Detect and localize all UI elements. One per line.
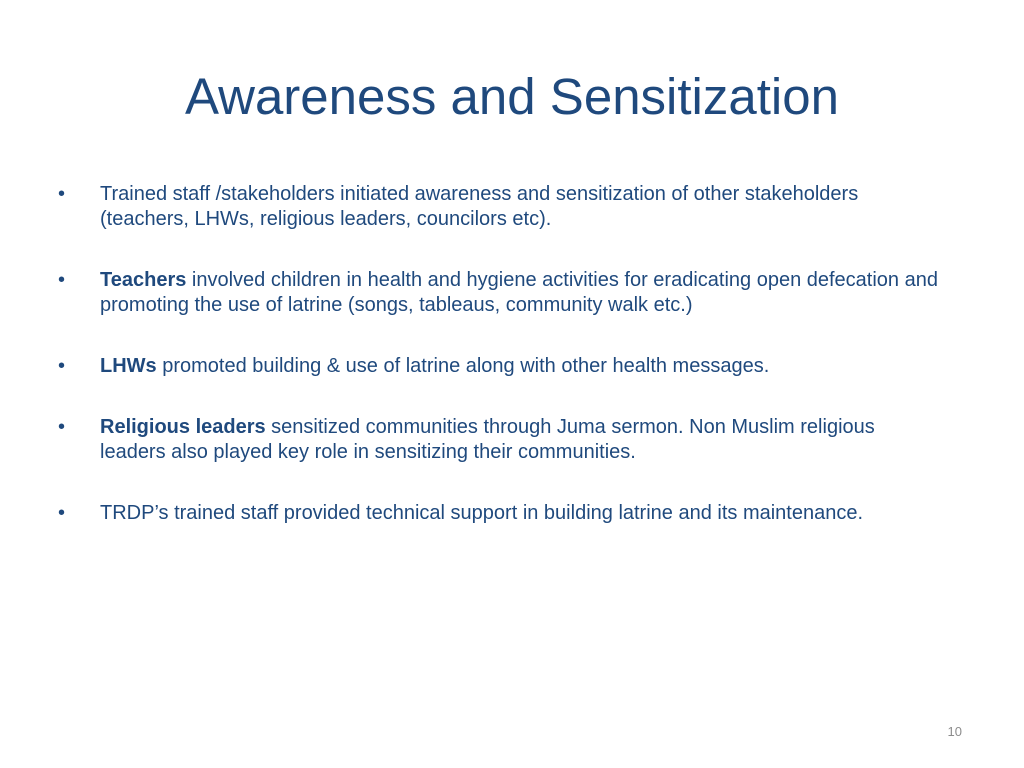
bullet-text: promoted building & use of latrine along with other health messages.	[156, 355, 770, 377]
bullet-item	[58, 182, 938, 232]
bullet-item	[58, 268, 938, 318]
bullet-bold-text: Religious leaders	[100, 416, 266, 438]
bullet-item	[58, 354, 938, 379]
bullet-text: involved children in health and hygiene activities for eradicating open defecation and promoting the use of latrine (songs, tableaus, community walk etc.)	[100, 269, 938, 316]
bullet-list	[58, 182, 938, 562]
slide-title: Awareness and Sensitization	[185, 68, 839, 125]
bullet-marker: •	[58, 269, 66, 291]
bullet-bold-text: Teachers	[100, 269, 187, 291]
bullet-text: Trained staff /stakeholders initiated awareness and sensitization of other stakeholders (teachers, LHWs, religious leaders, councilors etc).	[100, 183, 859, 230]
bullet-item	[58, 501, 938, 526]
bullet-marker: •	[58, 183, 66, 205]
bullet-text: sensitized communities through Juma sermon. Non Muslim religious leaders also played key role in sensitizing their communities.	[100, 416, 875, 463]
bullet-text: TRDP’s trained staff provided technical support in building latrine and its maintenance.	[100, 502, 864, 524]
bullet-bold-text: LHWs	[100, 355, 157, 377]
bullet-item	[58, 415, 938, 465]
bullet-marker: •	[58, 416, 66, 438]
bullet-marker: •	[58, 502, 66, 524]
page-number: 10	[947, 724, 962, 739]
bullet-marker: •	[58, 355, 66, 377]
